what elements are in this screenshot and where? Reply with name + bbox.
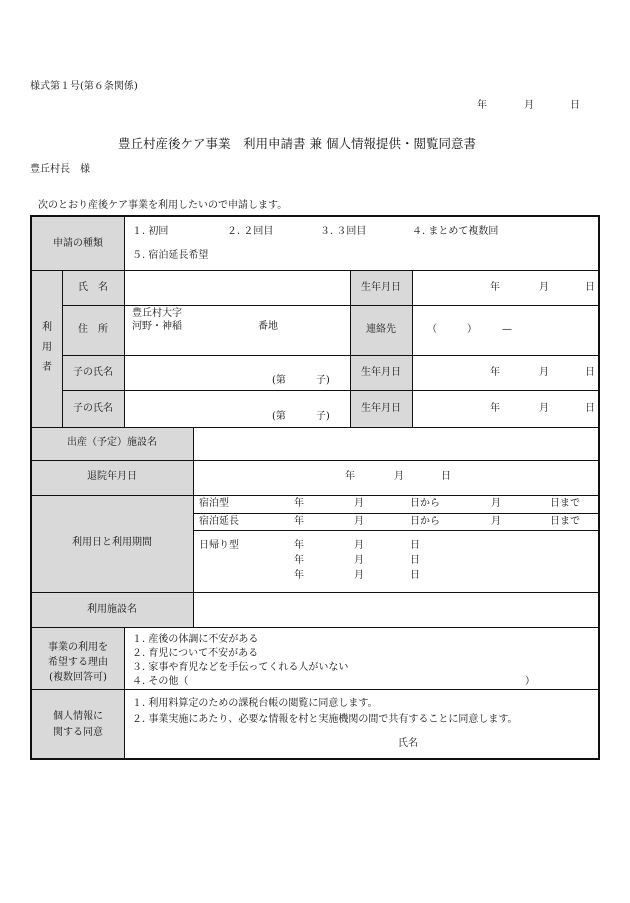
intro-text: 次のとおり産後ケア事業を利用したいので申請します。	[38, 200, 288, 211]
child1-birth-year: 年	[490, 367, 500, 378]
day1-day: 日	[410, 540, 420, 551]
day2-day: 日	[410, 555, 420, 566]
discharge-day: 日	[441, 471, 451, 482]
consent-item-2: ２. 事業実施にあたり、必要な情報を村と実施機関の間で共有することに同意します。	[132, 714, 518, 725]
ext-from-day: 日から	[410, 516, 440, 527]
day3-day: 日	[410, 570, 420, 581]
usage-period-label: 利用日と利用期間	[72, 537, 152, 548]
child2-birth-day: 日	[585, 403, 595, 414]
consent-item-1: １. 利用料算定のための課税台帳の閲覧に同意します。	[132, 698, 378, 709]
user-label-2: 用	[42, 342, 52, 353]
stay-extension-label: 宿泊延長	[199, 516, 239, 527]
day1-month: 月	[354, 540, 364, 551]
birthdate-label-child-2: 生年月日	[361, 403, 401, 414]
stay-from-day: 日から	[410, 498, 440, 509]
reason-item-2[interactable]: ２. 育児について不安がある	[132, 648, 259, 659]
option-third[interactable]: ３. ３回目	[320, 226, 367, 237]
contact-label: 連絡先	[366, 324, 396, 335]
addressee: 豊丘村長 様	[30, 164, 90, 175]
child2-birth-year: 年	[490, 403, 500, 414]
child2-birth-month: 月	[539, 403, 549, 414]
reason-item-4[interactable]: ４. その他（	[132, 676, 189, 687]
application-type-label: 申請の種類	[53, 238, 103, 249]
day2-month: 月	[354, 555, 364, 566]
stay-type-label: 宿泊型	[199, 498, 229, 509]
option-multiple[interactable]: ４. まとめて複数回	[412, 226, 499, 237]
discharge-year: 年	[345, 471, 355, 482]
reason-item-1[interactable]: １. 産後の体調に不安がある	[132, 634, 259, 645]
contact-format: （ ） —	[427, 324, 512, 335]
stay-from-year: 年	[294, 498, 304, 509]
address-line2: 河野・神稲	[132, 321, 182, 332]
birthdate-label-child-1: 生年月日	[361, 367, 401, 378]
option-first[interactable]: １. 初回	[132, 226, 169, 237]
reason-label-1: 事業の利用を	[48, 642, 108, 653]
stay-to-day: 日まで	[550, 498, 580, 509]
user-label-1: 利	[42, 322, 52, 333]
name-label: 氏 名	[78, 282, 108, 293]
user-birth-month: 月	[539, 282, 549, 293]
child-order-1: (第 子)	[272, 375, 330, 386]
facility-use-label: 利用施設名	[87, 604, 137, 615]
form-number: 様式第１号(第６条関係)	[30, 81, 138, 92]
address-line1: 豊丘村大字	[132, 308, 182, 319]
user-birth-day: 日	[585, 282, 595, 293]
child-order-2: (第 子)	[272, 411, 330, 422]
address-label: 住 所	[78, 324, 108, 335]
consent-label-1: 個人情報に	[53, 711, 103, 722]
birth-facility-label: 出産（予定）施設名	[67, 437, 157, 448]
child-name-label-1: 子の氏名	[73, 367, 113, 378]
ext-to-month: 月	[491, 516, 501, 527]
child-name-label-2: 子の氏名	[73, 403, 113, 414]
address-banchi: 番地	[258, 321, 278, 332]
stay-to-month: 月	[491, 498, 501, 509]
date-year-label: 年	[477, 100, 487, 111]
discharge-month: 月	[394, 471, 404, 482]
label-bg	[32, 427, 193, 627]
child1-birth-month: 月	[539, 367, 549, 378]
reason-label-2: 希望する理由	[48, 657, 108, 668]
day3-month: 月	[354, 570, 364, 581]
option-second[interactable]: ２. ２回目	[227, 226, 274, 237]
day-type-label: 日帰り型	[199, 540, 239, 551]
reason-item-3[interactable]: ３. 家事や育児などを手伝ってくれる人がいない	[132, 662, 349, 673]
option-extension[interactable]: ５. 宿泊延長希望	[132, 250, 209, 261]
child1-birth-day: 日	[585, 367, 595, 378]
day2-year: 年	[294, 555, 304, 566]
reason-close-paren: ）	[525, 676, 535, 687]
signature-label: 氏名	[398, 738, 418, 749]
ext-from-month: 月	[354, 516, 364, 527]
date-month-label: 月	[524, 100, 534, 111]
ext-to-day: 日まで	[550, 516, 580, 527]
consent-label-2: 関する同意	[53, 727, 103, 738]
reason-label-3: (複数回答可)	[49, 672, 107, 683]
ext-from-year: 年	[294, 516, 304, 527]
form-title: 豊丘村産後ケア事業 利用申請書 兼 個人情報提供・閲覧同意書	[118, 136, 476, 151]
discharge-label: 退院年月日	[87, 471, 137, 482]
user-label-3: 者	[42, 362, 52, 373]
day1-year: 年	[294, 540, 304, 551]
birthdate-label-user: 生年月日	[361, 282, 401, 293]
stay-from-month: 月	[354, 498, 364, 509]
application-form-table	[30, 215, 600, 760]
user-birth-year: 年	[490, 282, 500, 293]
date-day-label: 日	[570, 100, 580, 111]
day3-year: 年	[294, 570, 304, 581]
